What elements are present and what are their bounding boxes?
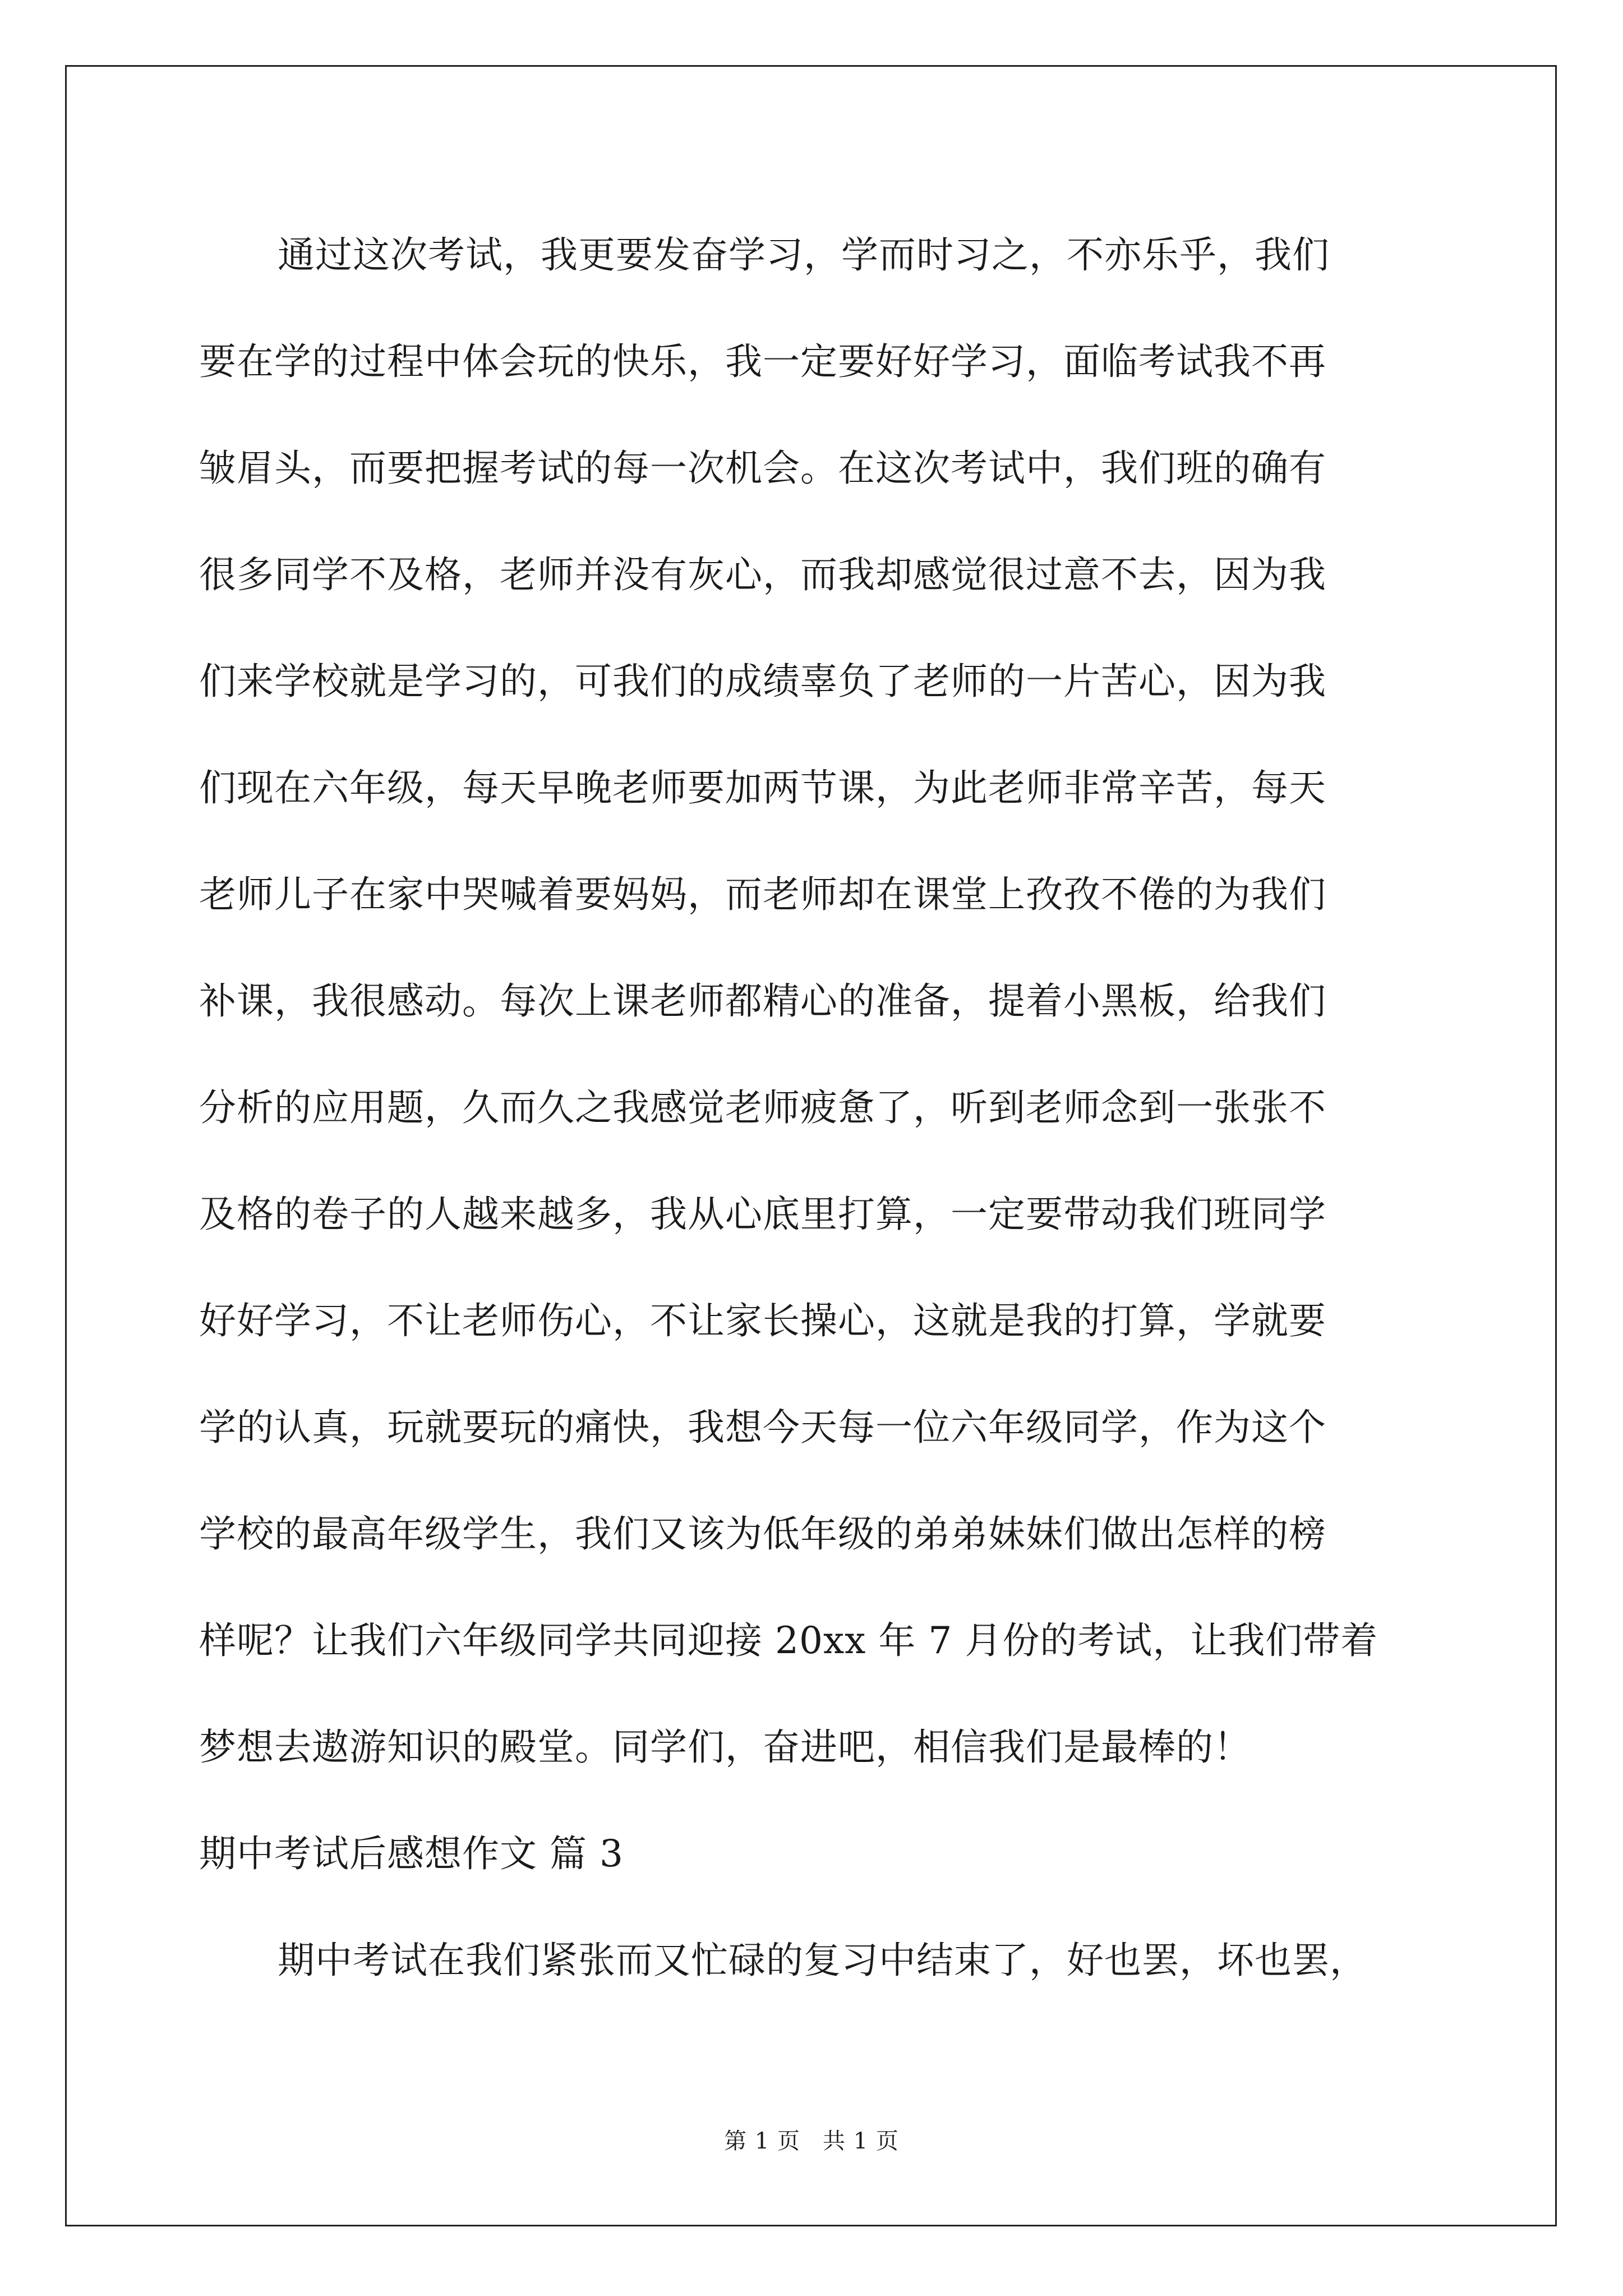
paragraph-line: 学的认真，玩就要玩的痛快，我想今天每一位六年级同学，作为这个 [199, 1406, 1326, 1449]
paragraph-line: 学校的最高年级学生，我们又该为低年级的弟弟妹妹们做出怎样的榜 [199, 1512, 1326, 1556]
paragraph-line: 好好学习，不让老师伤心，不让家长操心，这就是我的打算，学就要 [199, 1299, 1326, 1342]
paragraph-line: 及格的卷子的人越来越多，我从心底里打算，一定要带动我们班同学 [199, 1193, 1326, 1236]
paragraph-line: 皱眉头，而要把握考试的每一次机会。在这次考试中，我们班的确有 [199, 447, 1326, 490]
page-total: 共 1 页 [823, 2128, 899, 2154]
paragraph-line: 梦想去遨游知识的殿堂。同学们，奋进吧，相信我们是最棒的！ [199, 1726, 1251, 1769]
paragraph-line: 们现在六年级，每天早晚老师要加两节课，为此老师非常辛苦，每天 [199, 766, 1326, 809]
paragraph-line: 要在学的过程中体会玩的快乐，我一定要好好学习，面临考试我不再 [199, 340, 1326, 383]
paragraph-line: 分析的应用题，久而久之我感觉老师疲惫了，听到老师念到一张张不 [199, 1086, 1326, 1129]
paragraph-line: 通过这次考试，我更要发奋学习，学而时习之，不亦乐乎，我们 [278, 233, 1330, 277]
paragraph-line: 补课，我很感动。每次上课老师都精心的准备，提着小黑板，给我们 [199, 979, 1326, 1023]
paragraph-line: 样呢？让我们六年级同学共同迎接 20xx 年 7 月份的考试，让我们带着 [199, 1619, 1378, 1662]
page-number: 第 1 页 [724, 2128, 800, 2154]
document-body [199, 202, 1461, 2014]
paragraph-line: 很多同学不及格，老师并没有灰心，而我却感觉很过意不去，因为我 [199, 553, 1326, 596]
paragraph-line: 们来学校就是学习的，可我们的成绩辜负了老师的一片苦心，因为我 [199, 660, 1326, 703]
page-footer [0, 2123, 1623, 2155]
section-heading: 期中考试后感想作文 篇 3 [199, 1832, 624, 1875]
paragraph-line: 老师儿子在家中哭喊着要妈妈，而老师却在课堂上孜孜不倦的为我们 [199, 873, 1326, 916]
paragraph-line: 期中考试在我们紧张而又忙碌的复习中结束了，好也罢，坏也罢， [278, 1939, 1367, 1982]
